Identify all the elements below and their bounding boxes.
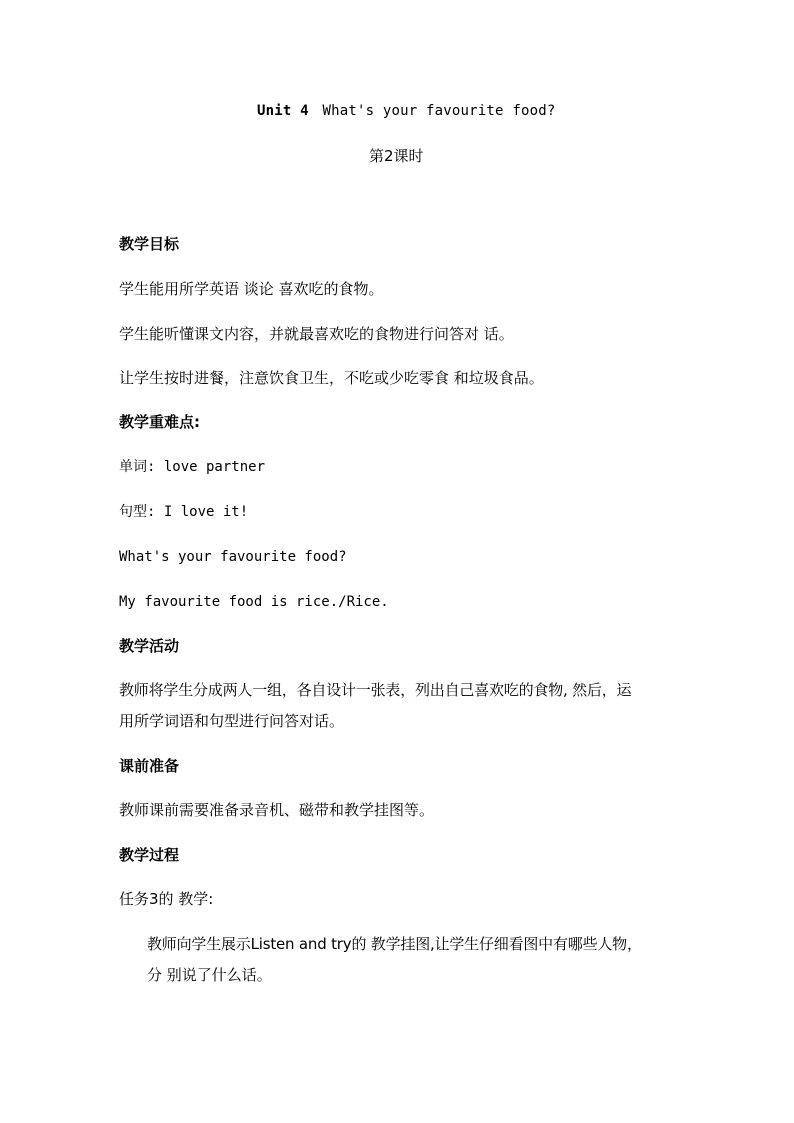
activities-line-2: 用所学词语和句型进行问答对话。 <box>119 712 345 730</box>
key-points-heading: 教学重难点: <box>119 413 200 431</box>
preparation-line-1: 教师课前需要准备录音机、磁带和教学挂图等。 <box>119 801 435 819</box>
process-line-1: 教师向学生展示Listen and try的 教学挂图,让学生仔细看图中有哪些人物， <box>147 935 642 953</box>
activities-line-1: 教师将学生分成两人一组，各自设计一张表，列出自己喜欢吃的食物, 然后，运 <box>119 681 632 699</box>
objectives-line-3: 让学生按时进餐，注意饮食卫生，不吃或少吃零食 和垃圾食品。 <box>119 369 544 387</box>
objectives-line-2: 学生能听懂课文内容，并就最喜欢吃的食物进行问答对 话。 <box>119 325 514 343</box>
process-line-2: 分 别说了什么话。 <box>147 966 272 984</box>
document-title <box>257 104 555 119</box>
key-points-sentence-pattern: 句型: I love it! <box>119 504 249 520</box>
objectives-heading: 教学目标 <box>119 235 180 253</box>
process-task-label: 任务3的 教学: <box>119 890 214 908</box>
title-unit: Unit 4 <box>257 103 309 119</box>
title-question: What's your favourite food? <box>322 103 556 119</box>
key-points-question: What's your favourite food? <box>119 549 347 565</box>
process-heading: 教学过程 <box>119 846 180 864</box>
lesson-subtitle: 第2课时 <box>369 147 424 165</box>
activities-heading: 教学活动 <box>119 637 180 655</box>
preparation-heading: 课前准备 <box>119 757 180 775</box>
key-points-vocab: 单词: love partner <box>119 459 266 475</box>
objectives-line-1: 学生能用所学英语 谈论 喜欢吃的食物。 <box>119 280 384 298</box>
key-points-answer: My favourite food is rice./Rice. <box>119 594 389 610</box>
